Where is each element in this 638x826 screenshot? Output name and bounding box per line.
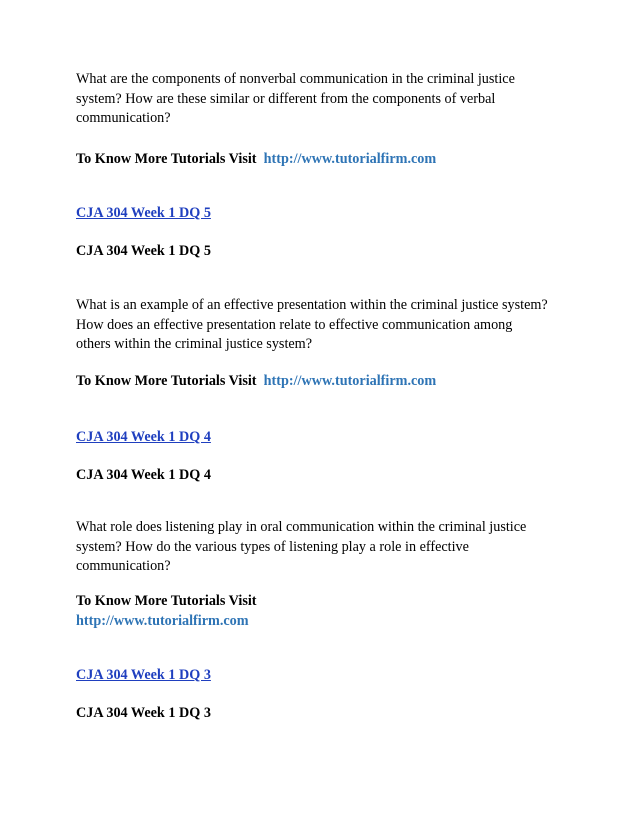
question-block-nonverbal [76, 70, 576, 129]
dq5-link[interactable]: CJA 304 Week 1 DQ 5 [76, 205, 211, 221]
visit-line [76, 150, 576, 170]
dq3-heading-block [76, 666, 576, 686]
dq3-title-block [76, 704, 576, 724]
question-text: What are the components of nonverbal communication in the criminal justice system? How are these similar or different from the components of verbal communication? [76, 71, 515, 126]
visit-label: To Know More Tutorials Visit [76, 151, 257, 167]
question-block-presentation [76, 296, 576, 355]
question-text: What is an example of an effective presentation within the criminal justice system? How does an effective presentation relate to effective communication among others within the criminal justice system? [76, 297, 548, 352]
visit-url-link[interactable]: http://www.tutorialfirm.com [263, 373, 437, 389]
visit-label: To Know More Tutorials Visit [76, 373, 257, 389]
dq5-title-block [76, 242, 576, 262]
dq4-title: CJA 304 Week 1 DQ 4 [76, 467, 211, 483]
dq3-link[interactable]: CJA 304 Week 1 DQ 3 [76, 667, 211, 683]
dq4-title-block [76, 466, 576, 486]
dq3-title: CJA 304 Week 1 DQ 3 [76, 705, 211, 721]
dq5-heading-block [76, 204, 576, 224]
dq5-title: CJA 304 Week 1 DQ 5 [76, 243, 211, 259]
dq4-heading-block [76, 428, 576, 448]
visit-line [76, 372, 576, 392]
question-text: What role does listening play in oral communication within the criminal justice system? How do the various types of listening play a role in effective communication? [76, 519, 527, 574]
visit-label: To Know More Tutorials Visit [76, 593, 257, 609]
visit-url-link[interactable]: http://www.tutorialfirm.com [76, 612, 249, 629]
visit-url-link[interactable]: http://www.tutorialfirm.com [263, 151, 437, 167]
visit-line [76, 592, 576, 631]
question-block-listening [76, 518, 576, 577]
dq4-link[interactable]: CJA 304 Week 1 DQ 4 [76, 429, 211, 445]
